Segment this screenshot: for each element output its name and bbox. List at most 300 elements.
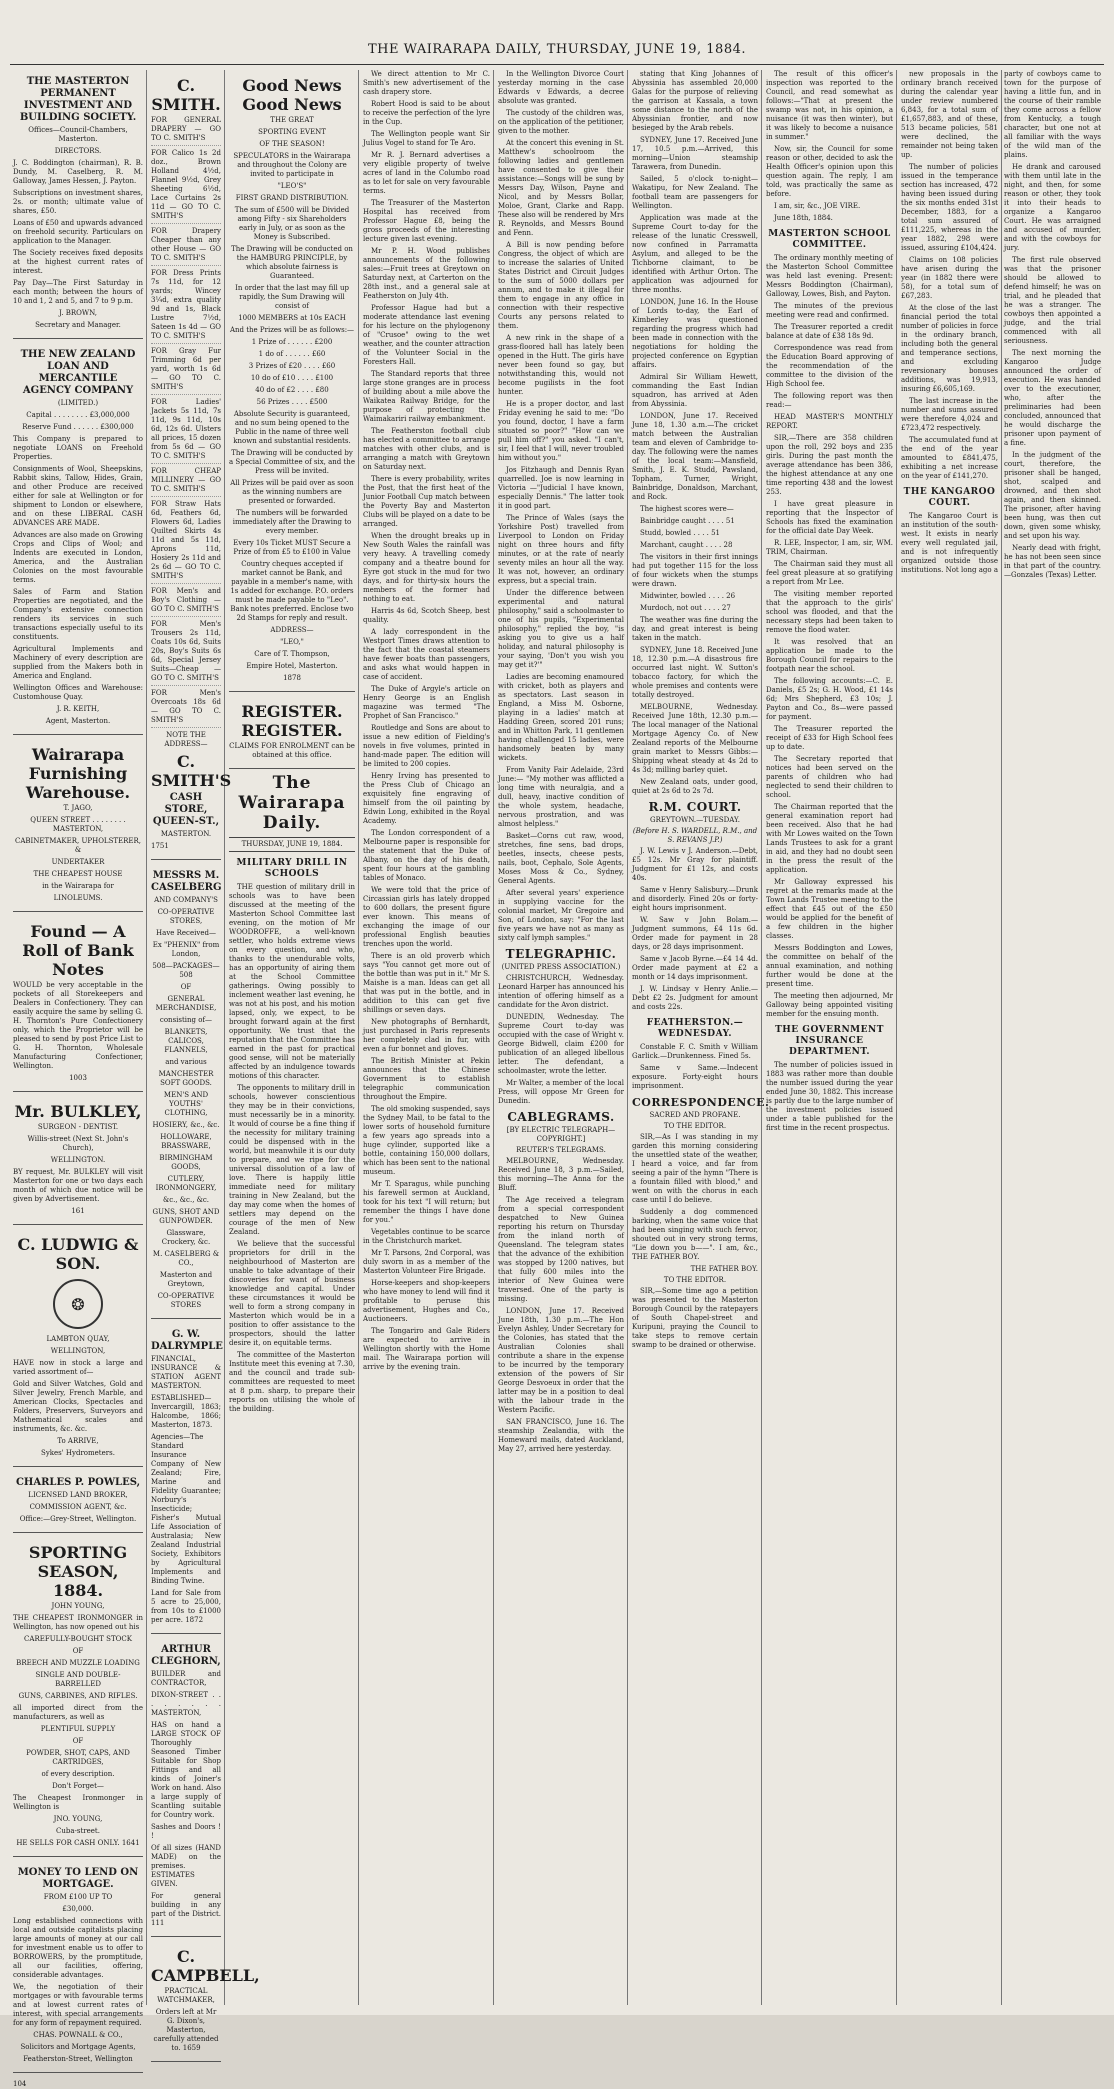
advertisement-line: Agent, Masterton. (45, 717, 111, 725)
advertisement-line: WELLINGTON, (50, 1347, 106, 1355)
sporting-line: 3 Prizes of £20 . . . . £60 (248, 362, 336, 370)
advertisement-line: 161 (71, 1207, 85, 1215)
advertisement-title: Mr. BULKLEY, (14, 1102, 142, 1121)
dalrymple-title: G. W. DALRYMPLE (151, 1329, 223, 1352)
article-paragraph: The next morning the Kangaroo Judge announced the order of execution. He was handed over to the executioner, who, after the preliminaries had been concluded, announced that he would discharge the prisoner upon payment of a fine. (1004, 349, 1101, 447)
court-case: Same v Same.—Indecent exposure. Forty-eight hours imprisonment. (632, 1064, 758, 1090)
news-paragraph: SYDNEY, June 18. Received June 18, 12.30 p.m.—A disastrous fire occurred last night. W. Sutton's tobacco factory, for which the whole premises and contents were totally destroyed. (632, 646, 758, 699)
news-paragraph: LONDON, June 17. Received June 18, 1.30 a.m.—The cricket match between the Australian team and eleven of Cambridge to-day. The following were the names of the local team:—Mansfield, Smith, J. E. K. Studd, Pawsland, Topham, Turner, Wright, Bainbridge, Donaldson, Marchant, and Rock. (632, 412, 758, 501)
sporting-line: The numbers will be forwarded immediately after the Drawing to every member. (232, 509, 352, 535)
report-paragraph: The Treasurer reported the receipt of £33 for High School fees up to date. (766, 725, 893, 751)
advertisement-line: WOULD be very acceptable in the pockets of all Storekeepers and Dealers in Confectionery. They can easily acquire the same by selling G. H. Thornton's Pure Confectionery only, which the Proprietor will be pleased to send by post Price List to G. H. Thornton, Wholesale Manufacturing Confectioner, Wellington. (13, 981, 143, 1070)
caselberg-line: Masterton and Greytown, (159, 1271, 213, 1288)
news-paragraph: SYDNEY, June 17. Received June 17, 10.5 p.m.—Arrived, this morning—Union steamship Tarawera, from Dunedin. (632, 136, 758, 171)
advertisement-line: 1003 (69, 1074, 87, 1082)
advertisement-line: CHAS. POWNALL & CO., (33, 2031, 123, 2039)
advertisement-line: COMMISSION AGENT, &c. (29, 1503, 127, 1511)
smith-item: FOR Straw Hats 6d, Feathers 6d, Flowers 6d, Ladies Quilted Skirts 4s 11d and 5s 11d, Aprons 11d, Hosiery 2s 11d and 2s 6d — GO TO C. SMITH'S (151, 500, 221, 584)
advertisement-line: Long established connections with local and outside capitalists placing large amounts of money at our call for investment enable us to offer to BORROWERS, by the promptitude, all our facilities, offering, considerable advantages. (13, 1917, 143, 1979)
news-paragraph: Routledge and Sons are about to issue a new edition of Fielding's novels in five volumes, printed in hand-made paper. The edition will be limited to 200 copies. (363, 724, 490, 768)
advertisement-line: of every description. (41, 1770, 115, 1778)
smith-item: FOR Gray Fur Trimming 6d per yard, worth 1s 6d — GO TO C. SMITH'S (151, 347, 221, 395)
campbell-line: PRACTICAL WATCHMAKER, (157, 1987, 215, 2004)
advertisement-line: Subscriptions on investment shares, 2s. or month; ultimate value of shares, £50. (13, 189, 143, 215)
news-paragraph: The Duke of Argyle's article on Henry George is an English magazine was termed "The Prophet of San Francisco." (363, 685, 490, 720)
report-paragraph: HEAD MASTER'S MONTHLY REPORT. (766, 413, 893, 430)
advertisement-line: Advances are also made on Growing Crops and Clips of Wool; and Indents are executed in London, America, and the Australian Colonies on the most favourable terms. (13, 531, 143, 584)
cleghorn-line: DIXON-STREET . . . . . . . . MASTERTON, (151, 1691, 221, 1717)
cleghorn-line: Sashes and Doors ! ! (151, 1823, 221, 1840)
rm-court-items (632, 847, 758, 1012)
advertisement-line: J. C. Boddington (chairman), R. B. Dundy, M. Caselberg, R. M. Galloway, James Hessen, J. Payton. (13, 159, 143, 185)
smith-advertisement (151, 70, 232, 860)
news-paragraph: The visitors in their first innings had put together 115 for the loss of four wickets when the stumps were drawn. (632, 553, 758, 588)
report-paragraph: The ordinary monthly meeting of the Masterton School Committee was held last evening. Present: Messrs Boddington (Chairman), Galloway, Lowes, Bish, and Payton. (766, 254, 893, 298)
news-paragraph: At the concert this evening in St. Matthew's schoolroom the following ladies and gentlemen have consented to give their assistance:—Songs will be sung by Messrs Day, Wilson, Payne and Nicol, and by Messrs Bollar, Moloe, Grant, Clarke and Rapp. These also will be rendered by Mrs R. Reynolds, and Messrs Bound and Fenn. (498, 139, 624, 237)
news-paragraph: Henry Irving has presented to the Press Club of Chicago an exquisitely fine engraving of himself from the oil painting by Edwin Long, exhibited in the Royal Academy. (363, 772, 490, 825)
cleghorn-line: For general building in any part of the District. 111 (151, 1892, 221, 1927)
cleghorn-title: ARTHUR CLEGHORN, (151, 1644, 221, 1667)
news-paragraph: A lady correspondent in the Westport Times draws attention to the fact that the coastal steamers have fewer boats than passengers, and asks what would happen in case of accident. (363, 628, 490, 681)
cablegrams-sub: [BY ELECTRIC TELEGRAPH—COPYRIGHT.] (506, 1126, 616, 1143)
news-paragraph: Horse-keepers and shop-keepers who have money to lend will find it profitable to peruse this advertisement, Hughes and Co., Auctioneers. (363, 1279, 490, 1323)
advertisement-line: To ARRIVE, (57, 1437, 99, 1445)
advertisement-title: THE NEW ZEALAND LOAN AND MERCANTILE AGENCY COMPANY (20, 349, 136, 396)
news-paragraph: There is every probability, writes the Post, that the first heat of the Junior Football Cup match between the Poverty Bay and Masterton Clubs will be played on a date to be arranged. (363, 475, 490, 528)
advertisement-line: WELLINGTON. (50, 1156, 106, 1164)
dateline: THURSDAY, JUNE 19, 1884. (229, 837, 355, 852)
leader-article (229, 883, 355, 1414)
sporting-line: "LEO," (280, 638, 304, 646)
register-lines (229, 742, 355, 760)
report-paragraph: The Chairman said they must all feel great pleasure at so gratifying a report from Mr Lee. (766, 560, 893, 586)
advertisement (13, 343, 143, 735)
caselberg-line: 508—PACKAGES—508 (152, 962, 220, 979)
leader-paragraph: THE question of military drill in schools was to have been discussed at the meeting of the Masterton School Committee last evening, on the motion of Mr WOODROFFE, a well-known settler, who holds extreme views on every question, and who, thanks to the unendurable volts, has an opportunity of airing them at the School Committee gatherings. Owing possibly to inclement weather last evening, he was not at his post, and his motion lapsed, only, we expect, to be brought forward again at the first opportunity. We trust that the reputation that the Committee has earned in the past for practical good sense, will not be materially affected by an indulgence towards motions of this character. (229, 883, 355, 1080)
cable-item: MELBOURNE, Wednesday. Received June 18, 3 p.m.—Sailed, this morning—The Anna for the Bluff. (498, 1157, 624, 1192)
news-paragraph: Harris 4s 6d, Scotch Sheep, best quality. (363, 607, 490, 624)
sporting-line: 1 do of . . . . . . £60 (258, 350, 326, 358)
report-paragraph: Correspondence was read from the Education Board approving of the recommendation of the committee to the division of the High School fee. (766, 344, 893, 388)
leader-paragraph: The opponents to military drill in schools, however conscientious they may be in their convictions, must necessarily be in a minority. It would of course be a fine thing if the necessity for military training could be dispensed with in the world, but meanwhile it is our duty to prepare, and we ripe for the universal dissolution of a law of love. There is happily little immediate need for military training in New Zealand, but the day may come when the homes of settlers may depend on the courage of the men of New Zealand. (229, 1084, 355, 1236)
featherston-heading: FEATHERSTON.—WEDNESDAY. (646, 1018, 744, 1039)
smith-town: MASTERTON. (160, 830, 212, 838)
government-insurance-text: The number of policies issued in 1883 was rather more than double the number issued during the year ended June 30, 1882. This increase is partly due to the large number of the investment policies issued under a table published for the first time in the recent prospectus. (766, 1061, 893, 1132)
caselberg-line: &c., &c., &c. (162, 1196, 210, 1204)
rm-court-sub: GREYTOWN.—TUESDAY. (650, 816, 740, 824)
cleghorn-advertisement (151, 1638, 221, 1937)
government-insurance-heading: THE GOVERNMENT INSURANCE DEPARTMENT. (775, 1025, 884, 1057)
dalrymple-lines (151, 1355, 221, 1625)
cleghorn-line: HAS on hand a LARGE STOCK OF Thoroughly Seasoned Timber Suitable for Shop Fittings and all kinds of Joiner's Work on hand. Also a large supply of Scantling suitable for Country work. (151, 1721, 221, 1819)
news-paragraph: In the Wellington Divorce Court yesterday morning in the case Edwards v Edwards, a decree absolute was granted. (498, 70, 624, 105)
letter-paragraph: Suddenly a dog commenced barking, when the same voice that had been singing with such fervor, shouted out in very strong terms, "Lie down you b——". I am, &c., THE FATHER BOY. (632, 1208, 758, 1261)
cablegrams-news (498, 1157, 624, 1454)
report-paragraph: I have great pleasure in reporting that the Inspector of Schools has fixed the examination for the official date Day Week. (766, 500, 893, 535)
register-line: CLAIMS FOR ENROLMENT can be obtained at this office. (229, 742, 355, 759)
advertisement-line: Don't Forget— (52, 1782, 104, 1790)
sporting-line: 1000 MEMBERS at 10s EACH (238, 314, 346, 322)
news-paragraph: New photographs of Bernhardt, just purchased in Paris represents her completely clad in fur, with even a fur bonnet and gloves. (363, 1018, 490, 1053)
article-paragraph: He drank and caroused with them until late in the night, and then, for some reason or other, they took it into their heads to organize a Kangaroo Court. He was arraigned and accused of murder, and with the cowboys for jury. (1004, 163, 1101, 252)
advertisement-line: Pay Day—The First Saturday in each month; between the hours of 10 and 1, 2 and 5, and 7 to 9 p.m. (13, 279, 143, 305)
advertisement-line: BY request, Mr. BULKLEY will visit Masterton for one or two days each month of which due notice will be given by Advertisement. (13, 1168, 143, 1203)
advertisement-line: LINOLEUMS. (53, 894, 103, 902)
column-5 (495, 70, 627, 2005)
page-number: 104 (13, 2080, 27, 2088)
sporting-line: 1878 (283, 674, 301, 682)
news-paragraph: Jos Fitzhaugh and Dennis Ryan quarrelled. Joe is now learning in Victoria —"Judicial I have known, especially Dennis." The latter took it in good part. (498, 466, 624, 510)
news-paragraph: Mr R. J. Bernard advertises a very eligible property of twelve acres of land in the Columbo road as to let for sale on very favourable terms. (363, 151, 490, 195)
letter-paragraph: I am, sir, &c., JOE VIRE. (774, 202, 861, 210)
advertisement-line: CABINETMAKER, UPHOLSTERER, & (14, 837, 142, 854)
letter-paragraph: June 18th, 1884. (774, 214, 833, 222)
advertisement (13, 1537, 143, 1857)
advertisement-line: Secretary and Manager. (35, 321, 121, 329)
advertisement (13, 1096, 143, 1225)
cablegrams-heading: CABLEGRAMS. (507, 1110, 615, 1124)
news-paragraph: The London correspondent of a Melbourne paper is responsible for the statement that the Duke of Albany, on the day of his death, spent four hours at the gambling tables of Monaco. (363, 829, 490, 882)
column-divider (761, 70, 762, 2005)
advertisement-title: THE MASTERTON PERMANENT INVESTMENT AND BUILDING SOCIETY. (19, 76, 137, 123)
column-divider (358, 70, 359, 2005)
sporting-line: The sum of £500 will be Divided among Fifty - six Shareholders early in July, or as soon as the Money is Subscribed. (234, 206, 350, 241)
advertisement-line: Offices—Council-Chambers, Masterton. (28, 126, 128, 143)
sporting-line: ADDRESS— (270, 626, 314, 634)
cablegrams-agency: REUTER'S TELEGRAMS. (516, 1146, 606, 1154)
news-paragraph: He is a proper doctor, and last Friday evening he said to me: "Do you found, doctor, I have a farm situated so poor?" "How can we pull him off?" you asked. "I can't, sir, I feel that I will, never troubled him without you." (498, 400, 624, 462)
advertisement-line: Sykes' Hydrometers. (41, 1449, 115, 1457)
report-paragraph: Mr Galloway expressed his regret at the remarks made at the Town Lands Trustee meeting to the effect that £45 out of the £50 would be applied for the benefit of a few children in the higher classes. (766, 878, 893, 940)
cable-news-continued (632, 70, 758, 796)
sporting-line: "LEO'S" (277, 182, 307, 190)
advertisement-line: Gold and Silver Watches, Gold and Silver Jewelry, French Marble, and American Clocks, Spectacles and Folders, Preservers, Surveyors and Mathematical scales and instruments, &c. &c. (13, 1380, 143, 1433)
advertisement-line: OF (72, 1647, 84, 1655)
smith-shop: C. SMITH'S (151, 752, 232, 790)
caselberg-title: MESSRS M. CASELBERG (151, 870, 222, 893)
cleghorn-line: BUILDER and CONTRACTOR, (151, 1670, 221, 1687)
column-divider (224, 70, 225, 2005)
advertisement-line: The Cheapest Ironmonger in Wellington is (13, 1794, 143, 1811)
cable-item: LONDON, June 17. Received June 18th, 1.30 p.m.—The Hon Evelyn Ashley, Under Secretary for the Colonies, has stated that the Australian Colonies shall contribute a share in the expense to be incurred by the temporary extension of the powers of Sir George Desvoeux in order that the latter may be in a position to deal with the labour trade in the Western Pacific. (498, 1307, 624, 1414)
caselberg-lines (151, 896, 221, 1310)
advertisement-line: PLENTIFUL SUPPLY (40, 1725, 116, 1733)
sporting-line: 40 do of £2 . . . . £80 (255, 386, 329, 394)
report-paragraph: The minutes of the previous meeting were read and confirmed. (766, 302, 893, 319)
court-case: Same v Jacob Byrne.—£4 14 4d. Order made payment at £2 a month or 14 days imprisonment. (632, 955, 758, 981)
column-4 (360, 70, 493, 2005)
article-paragraph: The Kangaroo Court is an institution of the south-west. It exists in nearly every well regulated jail, and is not infrequently organized outside those institutions. Not long ago a party of cowboys came to town for the purpose of having a little fun, and in the course of their ramble they come across a fellow from Kentucky, a tough character, but one not at all familiar with the ways of the wild man of the plains. (901, 70, 1101, 574)
news-paragraph: Mr T. Sparagus, while punching his farewell sermon at Auckland, took for his text "I will return; but remember the things I have done for you." (363, 1180, 490, 1224)
news-paragraph: Murdoch, not out . . . . 27 (640, 604, 731, 612)
column-7 (763, 70, 896, 2005)
advertisement-line: Wellington Offices and Warehouse: Customhouse Quay. (13, 684, 143, 701)
report-paragraph: Claims on 108 policies have arisen during the year (in 1882 there were 58), for a total sum of £67,283. (901, 256, 998, 300)
sporting-line: SPECULATORS in the Wairarapa and throughout the Colony are invited to participate in (233, 152, 351, 178)
news-paragraph: Bainbridge caught . . . . 51 (640, 517, 735, 525)
campbell-advertisement (151, 1941, 260, 2062)
news-paragraph: The old smoking suspended, says the Sydney Mail, to be fatal to the lower sorts of household furniture a few years ago spreads into a huge cylinder, supported like a bottle, containing 150,000 dollars, which has been sent to the national museum. (363, 1105, 490, 1176)
crest-icon: ❂ (53, 1279, 103, 1329)
column-1 (10, 70, 146, 2088)
advertisement-title: CHARLES P. POWLES, (15, 1477, 141, 1488)
leader-heading: MILITARY DRILL IN SCHOOLS (236, 858, 348, 879)
news-paragraph: Sailed, 5 o'clock to-night—Wakatipu, for New Zealand. The football team are passengers for Wellington. (632, 175, 758, 210)
advertisement-line: in the Wairarapa for (42, 882, 114, 890)
column-8 (898, 70, 1104, 2005)
caselberg-line: MEN'S AND YOUTHS' CLOTHING, (163, 1091, 209, 1117)
report-paragraph: Messrs Boddington and Lowes, the committee on behalf of the annual examination, and nothing further would be done at the present time. (766, 944, 893, 988)
caselberg-line: HOLLOWARE, BRASSWARE, (160, 1133, 212, 1150)
cable-item: SAN FRANCISCO, June 16. The steamship Zealandia, with the Homeward mails, dated Auckland, May 27, arrived here yesterday. (498, 1418, 624, 1453)
column-6 (629, 70, 770, 2005)
cleghorn-line: Of all sizes (HAND MADE) on the premises. ESTIMATES GIVEN. (151, 1844, 221, 1888)
column-divider (493, 70, 494, 2005)
sporting-title: Good News Good News (242, 76, 342, 114)
advertisement-line: SURGEON - DENTIST. (37, 1123, 119, 1131)
report-paragraph: The following report was then read:— (766, 392, 893, 409)
register-title: REGISTER. REGISTER. (241, 702, 343, 740)
advertisement-line: GUNS, CARBINES, AND RIFLES. (18, 1692, 138, 1700)
advertisement-line: This Company is prepared to negotiate LOANS on Freehold Properties. (13, 435, 143, 461)
advertisement-line: £30,000. (62, 1905, 94, 1913)
advertisement-line: Willis-street (Next St. John's Church), (27, 1135, 129, 1152)
news-paragraph: The Standard reports that three large stone granges are in process of building about a mile above the Waikatea Railway Bridge, for the purpose of protecting the Waimakariri railway embankment. (363, 370, 490, 423)
sporting-line: The Drawing will be conducted on the HAMBURG PRINCIPLE, by which absolute fairness is Guaranteed. (231, 245, 353, 280)
court-case: J. W. Lindsay v Henry Anlie.—Debt £2 2s. Judgment for amount and costs 22s. (632, 985, 758, 1011)
advertisement-line: Featherston-Street, Wellington (23, 2055, 133, 2063)
column-2 (148, 70, 260, 2052)
sporting-line: 56 Prizes . . . . £500 (256, 398, 328, 406)
news-paragraph: Mr P. H. Wood publishes announcements of the following sales:—Fruit trees at Greytown on Saturday next, at Carterton on the 28th inst., and a general sale at Featherston on July 4th. (363, 247, 490, 300)
dalrymple-advertisement (151, 1323, 221, 1634)
news-paragraph: A new rink in the shape of a grass-floored hall has lately been opened in the Hutt. The girls have never been found so gay, but notwithstanding this, would not become pugilists in the foot hunter. (498, 334, 624, 396)
advertisement-line: THE CHEAPEST IRONMONGER in Wellington, has now opened out his (13, 1614, 143, 1631)
advertisement-line: BREECH AND MUZZLE LOADING (16, 1659, 140, 1667)
report-paragraph: The visiting member reported that the approach to the girls' school was flooded, and that the necessary steps had been taken to remove the flood water. (766, 590, 893, 634)
telegraph-item: CHRISTCHURCH, Wednesday. Leonard Harper has announced his intention of offering himself as a candidate for the Avon district. (498, 974, 624, 1009)
sporting-lines (229, 116, 355, 683)
news-paragraph: The Treasurer of the Masterton Hospital has received from Professor Hague £8, being the gross proceeds of the interesting lecture given last evening. (363, 199, 490, 243)
sporting-line: All Prizes will be paid over as soon as the winning numbers are presented or forwarded. (230, 479, 354, 505)
advertisement-line: Cuba-street. (56, 1827, 100, 1835)
column-divider (146, 70, 147, 2005)
sporting-line: And the Prizes will be as follows:— (229, 326, 355, 334)
letter-paragraph: SIR,—As I was standing in my garden this morning considering the unsettled state of the weather, I heard a voice, and far from seeing a pair of the hymn "There is a fountain filled with blood," and went on with the chorus in each case until I do believe. (632, 1133, 758, 1204)
caselberg-line: HOSIERY, &c., &c. (152, 1121, 220, 1129)
report-paragraph: The number of policies issued in the temperance section has increased, 472 having been issued during the six months ended 31st December, 1883, for a total sum assured of £111,225, whereas in the year 1882, 298 were issued, assuring £104,424. (901, 163, 998, 252)
advertisement (13, 916, 143, 1092)
caselberg-line: Glassware, Crockery, &c. (161, 1229, 211, 1246)
smith-name: C. SMITH. (151, 76, 221, 114)
advertisement-line: J. R. KEITH, (56, 705, 100, 713)
sporting-event-advertisement (229, 70, 355, 692)
news-paragraph: Ladies are becoming enamoured with cricket, both as players and as spectators. Last season in England, a Miss M. Osborne, playing in a ladies' match at Hadding Green, scored 201 runs; and in Whitton Park, 11 gentlemen having challenged 15 ladies, were handsomely beaten by many wickets. (498, 673, 624, 762)
masthead (0, 0, 1114, 70)
report-paragraph: The accumulated fund at the end of the year amounted to £841,475, exhibiting a net increase on the year of £141,270. (901, 436, 998, 480)
news-paragraph: New Zealand oats, under good, quiet at 2s 6d to 2s 7d. (632, 778, 758, 795)
news-paragraph: The weather was fine during the day, and great interest is being taken in the match. (632, 616, 758, 642)
news-paragraph: After several years' experience in supplying vaccine for the colonial market, Mr Gregoire and Son, of London, say: "For the last five years we have not as many as sixty calf lymph samples." (498, 889, 624, 942)
advertisement-line: QUEEN STREET . . . . . . . . MASTERTON, (30, 816, 126, 833)
dalrymple-line: Land for Sale from 5 acre to 25,000, from 10s to £1000 per acre. 1872 (151, 1589, 221, 1624)
caselberg-line: GUNS, SHOT AND GUNPOWDER. (152, 1208, 220, 1225)
sporting-line: SPORTING EVENT (258, 128, 326, 136)
report-paragraph: The Secretary reported that notices had been served on the parents of children who had neglected to send their children to school. (766, 755, 893, 799)
news-paragraph: Midwinter, bowled . . . . 26 (640, 592, 736, 600)
caselberg-line: MANCHESTER SOFT GOODS. (158, 1070, 214, 1087)
letter-paragraph: The result of this officer's inspection was reported to the Council, and read somewhat as follows:—"That at present the swamp was not, in his opinion, a nuisance (it was then winter), but it was likely to become a nuisance in summer." (766, 70, 893, 141)
advertisement-line: Consignments of Wool, Sheepskins, Rabbit skins, Tallow, Hides, Grain, and other Produce are received either for sale at Wellington or for shipment to London or elsewhere, and on these LIBERAL CASH ADVANCES ARE MADE. (13, 465, 143, 527)
campbell-title: C. CAMPBELL, (151, 1947, 260, 1985)
advertisement-line: The Society receives fixed deposits at the highest current rates of interest. (13, 249, 143, 275)
column-divider (627, 70, 628, 2005)
rm-court-before: (Before H. S. WARDELL, R.M., and S. REVANS J.P.) (632, 827, 758, 844)
caselberg-line: Have Received— (156, 929, 216, 937)
news-paragraph: Vegetables continue to be scarce in the Christchurch market. (363, 1228, 490, 1245)
caselberg-line: AND COMPANY'S (154, 896, 218, 904)
correspondence-to-2: TO THE EDITOR. (663, 1276, 727, 1284)
advertisement-line: LAMBTON QUAY, (46, 1335, 110, 1343)
report-paragraph: The last increase in the number and sums assured were therefore 4,024 and £723,472 respectively. (901, 397, 998, 432)
advertisement-line: JOHN YOUNG, (51, 1602, 105, 1610)
report-paragraph: It was resolved that an application be made to the Borough Council for repairs to the footpath near the school. (766, 638, 893, 673)
report-paragraph: new proposals in the ordinary branch received during the calendar year under review numbered 6,843, for a total sum of £1,657,883, and of these, 513 became policies, 581 were declined, the remainder not being taken up. (901, 70, 998, 159)
caselberg-advertisement (151, 864, 221, 1319)
news-paragraph: Application was made at the Supreme Court to-day for the release of the lunatic Cresswell, now confined in Parramatta Asylum, and alleged to be the Tichborne claimant, to be identified with Arthur Orton. The application was adjourned for three months. (632, 214, 758, 294)
news-paragraph: Professor Hague had but a moderate attendance last evening for his lecture on the phylogenony of "Crusoe" owing to the wet weather, and the counter attraction of the Volunteer Social in the Foresters Hall. (363, 304, 490, 366)
advertisement-line: Agricultural Implements and Machinery of every description are supplied from the Makers both in America and England. (13, 645, 143, 680)
telegraph-item: DUNEDIN, Wednesday. The Supreme Court to-day was occupied with the case of Wright v. George Bidwell, claim £200 for publication of an alleged libellous letter. The defendant, a schoolmaster, wrote the letter. (498, 1013, 624, 1075)
advertisement-line: Solicitors and Mortgage Agents, (20, 2043, 136, 2051)
advertisement-title: MONEY TO LEND ON MORTGAGE. (17, 1867, 139, 1890)
court-case: Constable F. C. Smith v William Garlick.—Drunkenness. Fined 5s. (632, 1043, 758, 1060)
news-paragraph: From Vanity Fair Adelaide, 23rd June:— "My mother was afflicted a long time with neuralgia, and a dull, heavy, inactive condition of the whole system, headache, nervous prostration, and was almost helpless." (498, 766, 624, 828)
news-paragraph: LONDON, June 16. In the House of Lords to-day, the Earl of Kimberley was questioned regarding the progress which had been made in connection with the negotiations for holding the projected conference on Egyptian affairs. (632, 298, 758, 369)
correspondence-to: TO THE EDITOR. (663, 1122, 727, 1130)
court-case: W. Saw v John Bolam.—Judgment summons, £4 11s 6d. Order made for payment in 28 days, or 28 days imprisonment. (632, 916, 758, 951)
telegraphic-sub: (UNITED PRESS ASSOCIATION.) (501, 963, 621, 971)
caselberg-line: CO-OPERATIVE STORES, (157, 908, 215, 925)
sporting-line: 10 do of £10 . . . . £100 (250, 374, 334, 382)
news-paragraph: Mr T. Parsons, 2nd Corporal, was duly sworn in as a member of the Masterton Volunteer Fire Brigade. (363, 1249, 490, 1275)
smith-item: FOR Ladies' Jackets 5s 11d, 7s 11d, 9s 11d, 10s 6d, 12s 6d. Ulsters all prices, 15 dozen from 5s 6d — GO TO C. SMITH'S (151, 398, 221, 464)
advertisement (13, 70, 143, 339)
leader-paragraph: We believe that the successful proprietors for drill in the neighbourhood of Masterton are unable to take advantage of their discoveries for want of business knowledge and capital. Under these circumstances it would be well to form a strong company in Masterton which would be in a position to offer assistance to the prospectors, should the latter desire it, on equitable terms. (229, 1240, 355, 1347)
advertisement-line: CAREFULLY-BOUGHT STOCK (24, 1635, 132, 1643)
news-paragraph: stating that King Johannes of Abyssinia has assembled 20,000 Galas for the purpose of relieving the garrison at Kassala, a town some distance to the north of the Abyssinian frontier, and now besieged by the Arab rebels. (632, 70, 758, 132)
nameplate: The Wairarapa Daily. (238, 773, 346, 833)
insurance-continued (901, 70, 998, 481)
telegraphic-news (498, 974, 624, 1106)
sporting-line: The Drawing will be conducted by a Special Committee of six, and the Press will be invited. (229, 449, 355, 475)
smith-item: FOR Dress Prints 7s 11d, for 12 yards; Wincey 3¼d, extra quality 9d and 1s, Black Lustre 7½d, Sateen 1s 4d — GO TO C. SMITH'S (151, 269, 221, 344)
news-paragraph: Under the difference between experimental and natural philosophy," said a schoolmaster to one of his pupils, "Experimental philosophy," replied the boy, "is asking you to give us a half holiday, and natural philosophy is your saying, 'Don't you wish you may get it?'" (498, 589, 624, 669)
caselberg-line: M. CASELBERG & CO., (152, 1250, 220, 1267)
caselberg-line: OF (180, 983, 192, 991)
sporting-line: Country cheques accepted if market cannot be Bank, and payable in a member's name, with 1s added for exchange. P.O. orders must be made payable to "Leo". Bank notes preferred. Enclose two 2d Stamps for reply and result. (230, 560, 354, 622)
advertisement-line: Loans of £50 and upwards advanced on freehold security. Particulars on application to the Manager. (13, 219, 143, 245)
advertisement-line: J. BROWN, (59, 309, 97, 317)
advertisement-title: C. LUDWIG & SON. (17, 1235, 139, 1273)
smith-ref: 1751 (151, 842, 169, 850)
smith-shop-address: CASH STORE, QUEEN-ST., (152, 792, 220, 827)
advertisement (13, 739, 143, 912)
report-paragraph: SIR,—There are 358 children upon the roll, 292 boys and 235 girls. During the past month the average attendance has been 386, the highest attendance at any one time reporting 438 and the lowest 253. (766, 434, 893, 496)
advertisement (13, 1861, 143, 2073)
advertisement-title: SPORTING SEASON, 1884. (28, 1543, 128, 1600)
news-paragraph: When the drought breaks up in New South Wales the rainfall was very heavy. A travelling comedy company and a theatre bound for Eyre got stuck in the mud for two days, and for thirty-six hours the members of the former had nothing to eat. (363, 532, 490, 603)
correspondence-letter-2: SIR,—Some time ago a petition was presented to the Masterton Borough Council by the ratepayers of South Chapel-street and Kuripuni, praying the Council to take steps to remove certain swamp to be drained or otherwise. (632, 1287, 758, 1349)
dalrymple-line: FINANCIAL, INSURANCE & STATION AGENT MASTERTON. (151, 1355, 221, 1390)
news-paragraph: The custody of the children was, on the application of the petitioner, given to the mother. (498, 109, 624, 135)
advertisement-line: HAVE now in stock a large and varied assortment of— (13, 1359, 143, 1376)
news-paragraph: The British Minister at Pekin announces that the Chinese Government is to establish telegraphic communication throughout the Empire. (363, 1057, 490, 1101)
advertisement-line: UNDERTAKER (51, 858, 105, 866)
news-paragraph: We direct attention to Mr C. Smith's new advertisement of the cash drapery store. (363, 70, 490, 96)
cable-item: The Age received a telegram from a special correspondent despatched to New Guinea reporting his return on Thursday from the inland north of Queensland. The telegram states that the advance of the exhibition was stopped by 1200 natives, but that fully 600 miles into the interior of New Guinea were traversed. One of the party is missing. (498, 1196, 624, 1303)
rm-court-heading: R.M. COURT. (648, 800, 742, 814)
article-paragraph: Nearly dead with fright, he has not been seen since in that part of the country.—Gonzales (Texas) Letter. (1004, 544, 1101, 579)
report-paragraph: The following accounts:—C. E. Daniels, £5 2s; G. H. Wood, £1 14s 6d; Mrs Shepherd, £3 10s; J. Payton and Co., 8s—were passed for payment. (766, 677, 893, 721)
article-paragraph: The first rule observed was that the prisoner should be allowed to defend himself; he was on trial, and he pleaded that he was a stranger. The cowboys then appointed a judge, and the trial commenced with all seriousness. (1004, 256, 1101, 345)
court-case: Same v Henry Salisbury.—Drunk and disorderly. Fined 20s or forty-eight hours imprisonment. (632, 886, 758, 912)
news-paragraph: Basket—Corns cut raw, wood, stretches, fine sens, bad drops, beetles, insects, cheese pests, nails, boot, Cephalo, Sole Agents, Moses Moss & Co., Sydney, General Agents. (498, 832, 624, 885)
smith-items (151, 116, 221, 728)
smith-item: FOR CHEAP MILLINERY — GO TO C. SMITH'S (151, 467, 221, 497)
campbell-line: Orders left at Mr G. Dixon's, Masterton, carefully attended to. 1659 (153, 2008, 219, 2052)
advertisement-title: Wairarapa Furnishing Warehouse. (25, 745, 131, 802)
masthead-rule (10, 64, 1104, 65)
sporting-line: Empire Hotel, Masterton. (246, 662, 338, 670)
caselberg-line: consisting of— (159, 1016, 213, 1024)
news-paragraph: MELBOURNE, Wednesday. Received June 18th, 12.30 p.m.—The local manager of the National Mortgage Agency Co. of New Zealand reports of the Melbourne grain market to Messrs Gibbs:—Shipping wheat steady at 4s 2d to 4s 3d; milling barley quiet. (632, 703, 758, 774)
advertisement-line: Office:—Grey-Street, Wellington. (19, 1515, 137, 1523)
local-news (363, 70, 490, 1372)
sporting-line: FIRST GRAND DISTRIBUTION. (235, 194, 349, 202)
advertisement-line: (LIMITED.) (57, 399, 99, 407)
general-news (498, 70, 624, 943)
news-paragraph: Marchant, caught . . . . 28 (640, 541, 733, 549)
advertisement-line: We, the negotiation of their mortgages or with favourable terms and at lowest current rates of interest, with special arrangements for any form of repayment required. (13, 1983, 143, 2027)
news-paragraph: The Wellington people want Sir Julius Vogel to stand for Te Aro. (363, 130, 490, 147)
news-paragraph: We were told that the price of Circassian girls has lately dropped to 600 dollars, the present figure ever known. This means of exchanging the image of our professional English beauties trenches upon the world. (363, 886, 490, 948)
smith-item: FOR Drapery Cheaper than any other House — GO TO C. SMITH'S (151, 227, 221, 266)
news-paragraph: The Featherston football club has elected a committee to arrange matches with other clubs, and is arranging a match with Greytown on Saturday next. (363, 427, 490, 471)
campbell-lines (151, 1987, 221, 2053)
news-paragraph: There is an old proverb which says "You cannot get more out of the bottle than was put in it." Mr S. Maishe is a man. Ideas can get all that was put in the bottle, and in addition to this can get five shillings or seven days. (363, 952, 490, 1014)
caselberg-line: CUTLERY, IRONMONGERY, (155, 1175, 217, 1192)
letter-paragraph: Now, sir, the Council for some reason or other, decided to ask the Health Officer's opinion upon this question again. The reply, I am told, was practically the same as before. (766, 145, 893, 198)
sporting-line: OF THE SEASON! (259, 140, 325, 148)
column-3 (226, 70, 358, 2005)
correspondence-signature: THE FATHER BOY. (690, 1265, 758, 1273)
smith-note: NOTE THE ADDRESS— (164, 731, 208, 748)
caselberg-line: BLANKETS, CALICOS, FLANNELS, (164, 1028, 208, 1054)
telegraph-item: Mr Walter, a member of the local Press, will oppose Mr Green for Dunedin. (498, 1079, 624, 1105)
news-paragraph: The highest scores were— (640, 505, 734, 513)
advertisement (13, 1471, 143, 1533)
report-paragraph: The Treasurer reported a credit balance at date of £38 18s 9d. (766, 323, 893, 340)
smith-item: FOR Men's Trousers 2s 11d, Coats 10s 6d, Suits 20s, Boy's Suits 6s 6d, Special Jersey Suits—Cheap — GO TO C. SMITH'S (151, 620, 221, 686)
news-paragraph: A Bill is now pending before Congress, the object of which are to increase the salaries of United States District and Circuit Judges to the sum of 5000 dollars per annum, and to make it illegal for them to engage in any office in connection with their respective Courts any persons related to them. (498, 241, 624, 330)
telegraphic-heading: TELEGRAPHIC. (505, 947, 617, 961)
news-paragraph: The Prince of Wales (says the Yorkshire Post) travelled from Liverpool to London on Friday night on three hours and fifty minutes, or at the rate of nearly seventy miles an hour all the way. It was not, however, an ordinary express, but a special train. (498, 514, 624, 585)
caselberg-line: CO-OPERATIVE STORES (157, 1292, 215, 1309)
advertisement-line: LICENSED LAND BROKER, (28, 1491, 128, 1499)
advertisement-line: Capital . . . . . . . . £3,000,000 (26, 411, 130, 419)
advertisement-title: Found — A Roll of Bank Notes (22, 922, 134, 979)
